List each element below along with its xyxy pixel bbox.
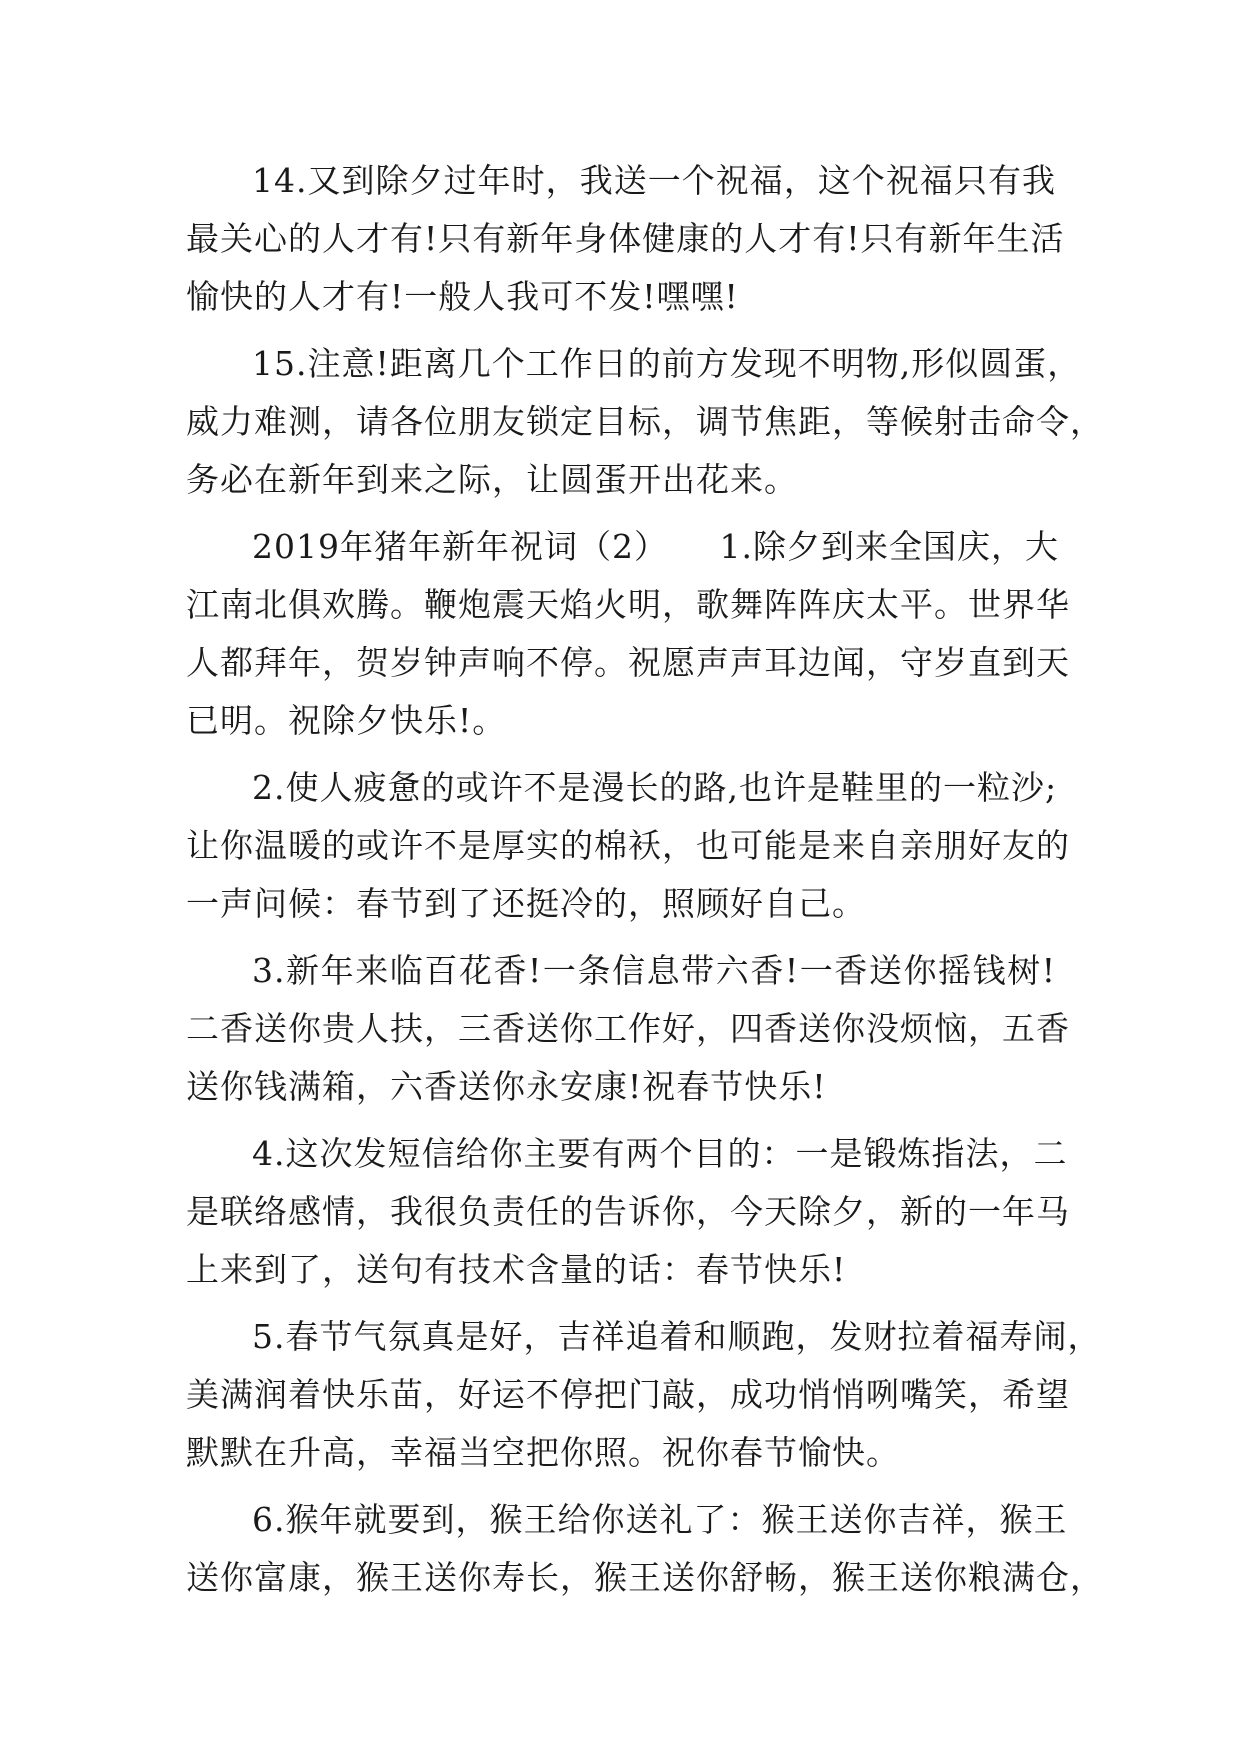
- text-line: 让你温暖的或许不是厚实的棉袄，也可能是来自亲朋好友的: [186, 826, 1070, 865]
- paragraph: [186, 518, 1070, 750]
- text-line: 是联络感情，我很负责任的告诉你，今天除夕，新的一年马: [186, 1192, 1070, 1231]
- text-line: 人都拜年，贺岁钟声响不停。祝愿声声耳边闻，守岁直到天: [186, 643, 1070, 682]
- text-line: 最关心的人才有!只有新年身体健康的人才有!只有新年生活: [186, 219, 1065, 258]
- text-line: 送你钱满箱，六香送你永安康!祝春节快乐!: [186, 1067, 827, 1106]
- text-line: 一声问候：春节到了还挺冷的，照顾好自己。: [186, 884, 866, 923]
- text-line: 务必在新年到来之际，让圆蛋开出花来。: [186, 460, 798, 499]
- text-line: 默默在升高，幸福当空把你照。祝你春节愉快。: [186, 1433, 900, 1472]
- text-line: 愉快的人才有!一般人我可不发!嘿嘿!: [186, 277, 739, 316]
- text-line: 威力难测，请各位朋友锁定目标，调节焦距，等候射击命令，: [186, 402, 1104, 441]
- text-line: 江南北俱欢腾。鞭炮震天焰火明，歌舞阵阵庆太平。世界华: [186, 585, 1070, 624]
- text-line: 二香送你贵人扶，三香送你工作好，四香送你没烦恼，五香: [186, 1009, 1070, 1048]
- paragraph: [186, 1491, 1104, 1607]
- text-line: 5.春节气氛真是好，吉祥追着和顺跑，发财拉着福寿闹，: [252, 1317, 1102, 1356]
- text-line: 已明。祝除夕快乐!。: [186, 701, 507, 740]
- text-line: 14.又到除夕过年时，我送一个祝福，这个祝福只有我: [252, 161, 1056, 200]
- text-line: 4.这次发短信给你主要有两个目的：一是锻炼指法，二: [252, 1134, 1068, 1173]
- text-line: 上来到了，送句有技术含量的话：春节快乐!: [186, 1250, 847, 1289]
- paragraph: [186, 335, 1104, 509]
- text-line: 15.注意!距离几个工作日的前方发现不明物,形似圆蛋，: [252, 344, 1082, 383]
- paragraph: [186, 152, 1065, 326]
- paragraph: [186, 1308, 1102, 1482]
- paragraph: [186, 1125, 1070, 1299]
- document-body: [186, 152, 1104, 1616]
- text-line: 6.猴年就要到，猴王给你送礼了：猴王送你吉祥，猴王: [252, 1500, 1068, 1539]
- text-line: 美满润着快乐苗，好运不停把门敲，成功悄悄咧嘴笑，希望: [186, 1375, 1070, 1414]
- paragraph: [186, 759, 1070, 933]
- text-line: 送你富康，猴王送你寿长，猴王送你舒畅，猴王送你粮满仓，: [186, 1558, 1104, 1597]
- paragraph: [186, 942, 1070, 1116]
- text-line: 3.新年来临百花香!一条信息带六香!一香送你摇钱树!: [252, 951, 1056, 990]
- text-line: 2.使人疲惫的或许不是漫长的路,也许是鞋里的一粒沙;: [252, 768, 1058, 807]
- text-line: 2019年猪年新年祝词（2） 1.除夕到来全国庆，大: [252, 527, 1059, 566]
